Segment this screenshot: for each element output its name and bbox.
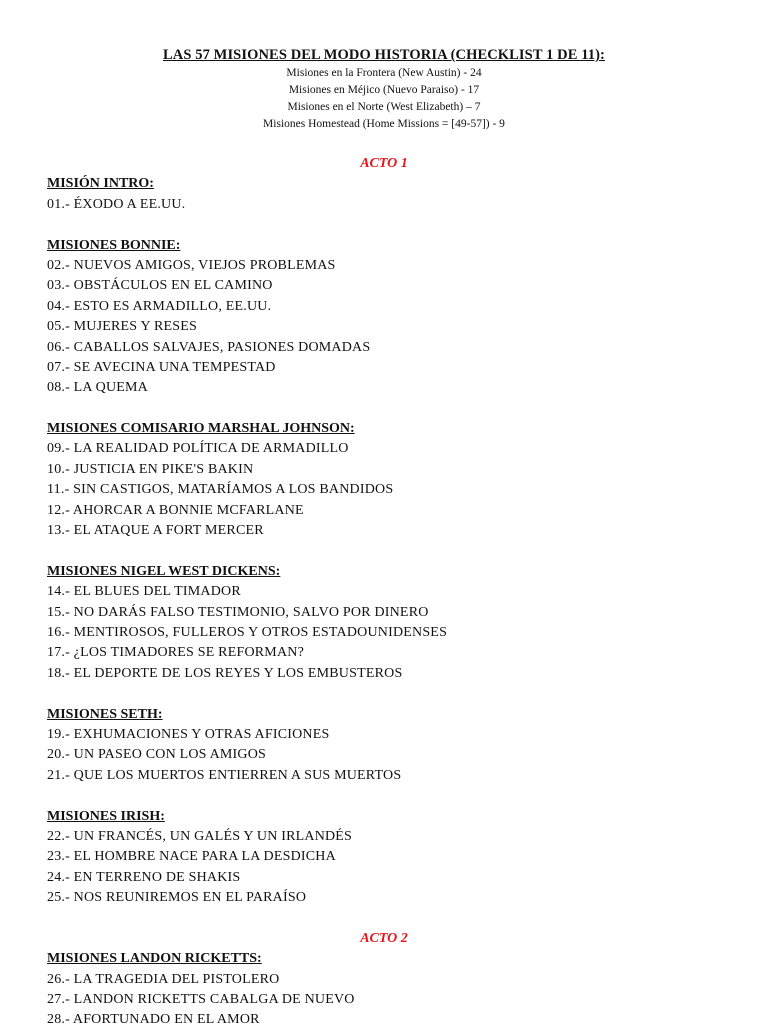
mission-item: 26.- LA TRAGEDIA DEL PISTOLERO <box>47 971 280 987</box>
section-title: MISIONES IRISH: <box>47 808 165 824</box>
mission-item: 05.- MUJERES Y RESES <box>47 319 197 335</box>
mission-item: 16.- MENTIROSOS, FULLEROS Y OTROS ESTADOUNIDENSES <box>47 624 448 640</box>
act-1-heading: ACTO 1 <box>360 156 408 171</box>
section-misiones-bonnie <box>47 236 737 399</box>
mission-item: 19.- EXHUMACIONES Y OTRAS AFICIONES <box>47 726 330 742</box>
mission-item: 10.- JUSTICIA EN PIKE'S BAKIN <box>47 461 254 477</box>
mission-item: 20.- UN PASEO CON LOS AMIGOS <box>47 747 267 763</box>
act-2-heading: ACTO 2 <box>360 930 408 946</box>
section-misiones-landon-ricketts <box>47 949 737 1024</box>
mission-item: 22.- UN FRANCÉS, UN GALÉS Y UN IRLANDÉS <box>47 828 353 844</box>
section-misiones-irish <box>47 807 737 909</box>
section-mision-intro <box>47 174 737 215</box>
section-title: MISIONES LANDON RICKETTS: <box>47 951 262 967</box>
mission-item: 01.- ÉXODO A EE.UU. <box>47 196 186 212</box>
mission-item: 12.- AHORCAR A BONNIE MCFARLANE <box>47 502 304 518</box>
summary-norte: Misiones en el Norte (West Elizabeth) – 7 <box>287 101 481 113</box>
mission-item: 04.- ESTO ES ARMADILLO, EE.UU. <box>47 298 272 314</box>
document-title: LAS 57 MISIONES DEL MODO HISTORIA (CHECKLIST 1 DE 11): <box>163 47 605 63</box>
mission-item: 06.- CABALLOS SALVAJES, PASIONES DOMADAS <box>47 339 371 355</box>
section-title: MISIÓN INTRO: <box>47 176 154 192</box>
document-header <box>0 46 768 133</box>
mission-item: 24.- EN TERRENO DE SHAKIS <box>47 869 241 885</box>
mission-item: 07.- SE AVECINA UNA TEMPESTAD <box>47 359 276 375</box>
section-misiones-marshal-johnson <box>47 419 737 541</box>
mission-item: 18.- EL DEPORTE DE LOS REYES Y LOS EMBUSTEROS <box>47 665 403 681</box>
mission-item: 13.- EL ATAQUE A FORT MERCER <box>47 523 264 539</box>
mission-item: 28.- AFORTUNADO EN EL AMOR <box>47 1012 260 1024</box>
section-misiones-nigel-west-dickens <box>47 562 737 684</box>
spacer <box>47 399 737 419</box>
mission-item: 02.- NUEVOS AMIGOS, VIEJOS PROBLEMAS <box>47 257 336 273</box>
spacer <box>47 908 737 928</box>
section-title: MISIONES SETH: <box>47 706 163 722</box>
mission-item: 09.- LA REALIDAD POLÍTICA DE ARMADILLO <box>47 441 349 457</box>
section-title: MISIONES NIGEL WEST DICKENS: <box>47 563 281 579</box>
summary-homestead: Misiones Homestead (Home Missions = [49-57]) - 9 <box>263 118 505 130</box>
mission-item: 17.- ¿LOS TIMADORES SE REFORMAN? <box>47 645 304 661</box>
section-title: MISIONES BONNIE: <box>47 237 181 253</box>
summary-mejico: Misiones en Méjico (Nuevo Paraiso) - 17 <box>288 84 480 96</box>
section-title: MISIONES COMISARIO MARSHAL JOHNSON: <box>47 421 355 437</box>
spacer <box>47 541 737 561</box>
mission-item: 21.- QUE LOS MUERTOS ENTIERREN A SUS MUERTOS <box>47 767 402 783</box>
spacer <box>47 684 737 704</box>
spacer <box>47 786 737 806</box>
mission-item: 25.- NOS REUNIREMOS EN EL PARAÍSO <box>47 890 307 906</box>
summary-frontera: Misiones en la Frontera (New Austin) - 24 <box>286 67 482 79</box>
mission-item: 23.- EL HOMBRE NACE PARA LA DESDICHA <box>47 849 336 865</box>
section-misiones-seth <box>47 705 737 787</box>
mission-checklist <box>47 154 737 1024</box>
mission-item: 14.- EL BLUES DEL TIMADOR <box>47 584 241 600</box>
mission-item: 27.- LANDON RICKETTS CABALGA DE NUEVO <box>47 992 355 1008</box>
spacer <box>47 215 737 235</box>
mission-item: 03.- OBSTÁCULOS EN EL CAMINO <box>47 278 273 294</box>
mission-item: 08.- LA QUEMA <box>47 380 148 396</box>
mission-item: 11.- SIN CASTIGOS, MATARÍAMOS A LOS BANDIDOS <box>47 482 394 498</box>
mission-item: 15.- NO DARÁS FALSO TESTIMONIO, SALVO POR DINERO <box>47 604 429 620</box>
